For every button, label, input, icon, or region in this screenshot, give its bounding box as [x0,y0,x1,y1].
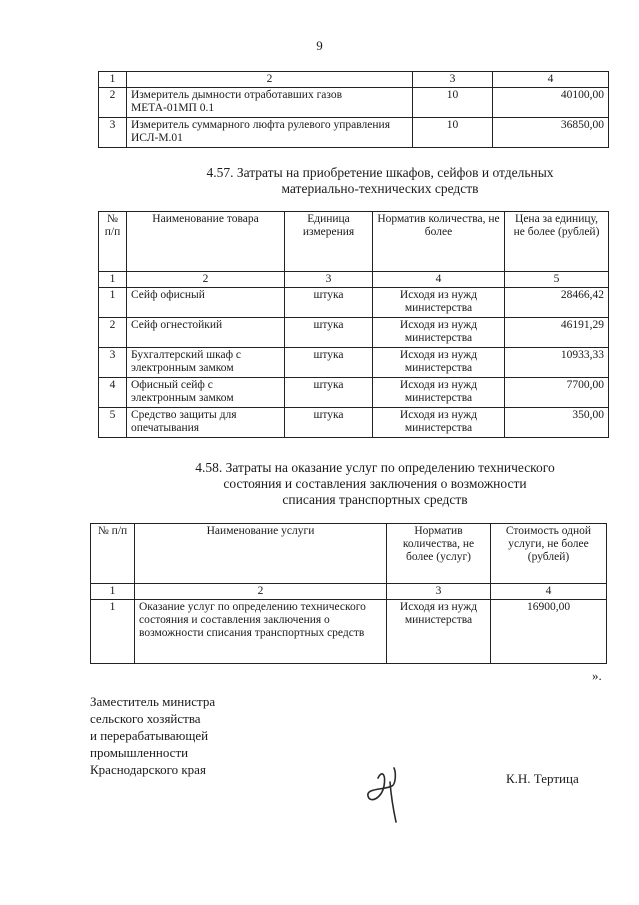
row-number: 1 [91,600,135,664]
item-name: Сейф офисный [127,288,285,318]
item-name: Бухгалтерский шкаф с электронным замком [127,348,285,378]
item-price: 28466,42 [505,288,609,318]
column-header: Единица измерения [285,212,373,272]
table-row [99,408,609,438]
row-number: 3 [99,348,127,378]
item-norm: Исходя из нужд министерства [373,318,505,348]
service-price: 16900,00 [491,600,607,664]
table-row [99,348,609,378]
header-cell: 4 [493,72,609,88]
item-name: Измеритель дымности отработавших газов МЕТА-01МП 0.1 [127,88,413,118]
column-header: Норматив количества, не более [373,212,505,272]
column-header: Наименование товара [127,212,285,272]
header-cell: 1 [99,72,127,88]
item-price: 36850,00 [493,118,609,148]
column-number: 1 [99,272,127,288]
section-458-title-line1: 4.58. Затраты на оказание услуг по определению технического [195,460,555,475]
handwritten-signature [360,760,420,830]
item-price: 40100,00 [493,88,609,118]
item-price: 7700,00 [505,378,609,408]
section-458-title-line2: состояния и составления заключения о возможности [223,476,527,491]
signatory-title-line: Краснодарского края [90,762,206,777]
table-457-header [99,212,609,272]
signatory-title-line: Заместитель министра [90,694,216,709]
closing-quote: ». [592,668,602,683]
section-458-heading [110,460,639,508]
table-458 [90,523,607,664]
service-norm: Исходя из нужд министерства [387,600,491,664]
item-name: Средство защиты для опечатывания [127,408,285,438]
column-header: № п/п [99,212,127,272]
column-header: Наименование услуги [135,524,387,584]
item-price: 10933,33 [505,348,609,378]
page-number: 9 [316,38,323,53]
item-unit: штука [285,378,373,408]
item-name: Сейф огнестойкий [127,318,285,348]
table-458-header [91,524,607,584]
item-norm: Исходя из нужд министерства [373,348,505,378]
section-457-title-line2: материально-технических средств [281,181,479,196]
row-number: 3 [99,118,127,148]
service-name: Оказание услуг по определению технического состояния и составления заключения о возможности списания транспортных средств [135,600,387,664]
column-header: Стоимость одной услуги, не более (рублей) [491,524,607,584]
header-cell: 3 [413,72,493,88]
section-457-title-line1: 4.57. Затраты на приобретение шкафов, сейфов и отдельных [206,165,554,180]
item-norm: Исходя из нужд министерства [373,378,505,408]
column-number: 3 [285,272,373,288]
table-row [99,378,609,408]
item-price: 46191,29 [505,318,609,348]
item-unit: штука [285,408,373,438]
table-row [91,600,607,664]
column-header: Норматив количества, не более (услуг) [387,524,491,584]
column-number: 4 [491,584,607,600]
table-457 [98,211,609,438]
item-name: Измеритель суммарного люфта рулевого управления ИСЛ-М.01 [127,118,413,148]
section-458-title-line3: списания транспортных средств [282,492,468,507]
row-number: 2 [99,88,127,118]
column-number-row [99,272,609,288]
row-number: 4 [99,378,127,408]
signatory-title-line: сельского хозяйства [90,711,201,726]
item-unit: штука [285,288,373,318]
column-number: 3 [387,584,491,600]
row-number: 5 [99,408,127,438]
table-top [98,71,609,148]
row-number: 1 [99,288,127,318]
section-457-heading [130,165,630,197]
signature-block [90,693,215,778]
signatory-title-line: и перерабатывающей [90,728,209,743]
item-unit: штука [285,318,373,348]
item-qty: 10 [413,88,493,118]
signatory-title-line: промышленности [90,745,189,760]
column-number-row [91,584,607,600]
column-header: Цена за единицу, не более (рублей) [505,212,609,272]
header-cell: 2 [127,72,413,88]
item-price: 350,00 [505,408,609,438]
item-unit: штука [285,348,373,378]
table-row [99,88,609,118]
table-row [99,118,609,148]
column-number: 5 [505,272,609,288]
signatory-name: К.Н. Тертица [506,771,579,786]
table-row [99,288,609,318]
column-number: 1 [91,584,135,600]
item-qty: 10 [413,118,493,148]
table-row [99,318,609,348]
row-number: 2 [99,318,127,348]
item-norm: Исходя из нужд министерства [373,288,505,318]
item-name: Офисный сейф с электронным замком [127,378,285,408]
table-top-header [99,72,609,88]
column-number: 4 [373,272,505,288]
column-number: 2 [127,272,285,288]
item-norm: Исходя из нужд министерства [373,408,505,438]
column-number: 2 [135,584,387,600]
column-header: № п/п [91,524,135,584]
